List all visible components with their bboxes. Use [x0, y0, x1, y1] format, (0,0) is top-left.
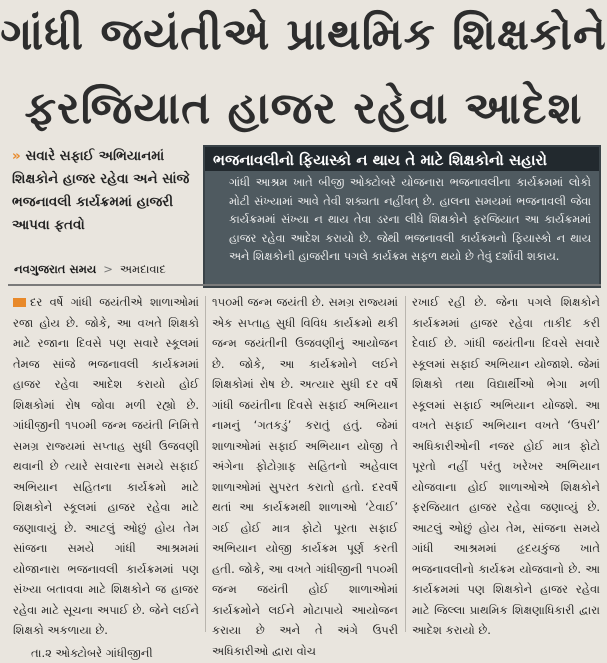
headline-line-1: ગાંધી જયંતીએ પ્રાથમિક શિક્ષકોને [0, 2, 607, 68]
article-column-3: રખાઈ રહી છે. જેના પગલે શિક્ષકોને કાર્યક્રમમાં હાજર રહેવા તાકીદ કરી દેવાઈ છે. ગાંધી જયંતીના દિવસે સવારે સ્કૂલમાં સફાઈ અભિયાન યોજાશે. જેમાં શિક્ષકો તથા વિદ્યાર્થીઓ ભેગા મળી સ્કૂલમાં સફાઈ અભિયાન યોજશે. આ વખતે સફાઈ અભિયાન વખતે ‘ઉપરી’ અધિકારીઓની નજર હોઈ માત્ર ફોટો પૂરતો નહીં પરંતુ ખરેખર અભિયાન યોજવાના હોઈ શાળાઓએ શિક્ષકોને ફરજિયાત હાજર રહેવા જણાવ્યું છે. આટલું ઓછું હોય તેમ, સાંજના સમયે ગાંધી આશ્રમમાં હૃદયકુંજ ખાતે ભજનાવલીનો કાર્યક્રમ યોજવાનો છે. આ કાર્યક્રમમાં પણ શિક્ષકોને હાજર રહેવા માટે જિલ્લા પ્રાથમિક શિક્ષણાધિકારી દ્વારા આદેશ કરાયો છે. [412, 292, 600, 641]
column-divider [405, 296, 406, 632]
byline [14, 262, 204, 277]
lead-text: સવારે સફાઈ અભિયાનમાં શિક્ષકોને હાજર રહેવા અને સાંજે ભજનાવલી કાર્યક્રમમાં હાજરી આપવા ફતવો [12, 148, 189, 233]
column-divider [205, 296, 206, 632]
bullet-icon [13, 298, 26, 307]
headline-line-2: ફરજિયાત હાજર રહેવા આદેશ [0, 76, 607, 142]
column-1-tail-text: તા.૨ ઓક્ટોબરે ગાંધીજીની [13, 643, 153, 663]
sidebar-heading: ભજનાવલીનો ફિયાસ્કો ન થાય તે માટે શિક્ષકોનો સહારો [205, 147, 599, 171]
column-1-text: દર વર્ષે ગાંધી જયંતીએ શાળાઓમાં રજા હોય છે. જોકે, આ વખતે શિક્ષકો માટે રજાના દિવસે પણ સવારે સ્કૂલમાં તેમજ સાંજે ભજનાવલી કાર્યક્રમમાં હાજર રહેવા આદેશ કરાયો હોઈ શિક્ષકોમાં રોષ જોવા મળી રહ્યો છે. ગાંધીજીની ૧૫૦મી જન્મ જયંતી નિમિત્તે સમગ્ર રાજ્યમાં સપ્તાહ સુધી ઉજવણી થવાની છે ત્યારે સવારના સમયે સફાઈ અભિયાન સહિતના કાર્યક્રમો માટે શિક્ષકોને સ્કૂલમાં હાજર રહેવા માટે જણાવાયું છે. આટલું ઓછું હોય તેમ સાંજના સમયે ગાંધી આશ્રમમાં યોજાનારા ભજનાવલી કાર્યક્રમમાં પણ સંખ્યા બતાવવા માટે શિક્ષકોને જ હાજર રહેવા માટે સૂચના અપાઈ છે. જેને લઈને શિક્ષકો અકળાયા છે. [13, 295, 199, 637]
article-column-2: ૧૫૦મી જન્મ જયંતી છે. સમગ્ર રાજ્યમાં એક સપ્તાહ સુધી વિવિધ કાર્યક્રમો થકી જન્મ જયંતીની ઉજવણીનું આયોજન છે. જોકે, આ કાર્યક્રમોને લઈને શિક્ષકોમાં રોષ છે. અત્યાર સુધી દર વર્ષે ગાંધી જયંતીના દિવસે સફાઈ અભિયાન નામનું ‘ગતકડું’ કરાતું હતું. જેમાં શાળાઓમાં સફાઈ અભિયાન યોજી તે અંગેના ફોટોગ્રાફ સહિતનો અહેવાલ શાળાઓમાં સુપરત કરાતો હતો. દરવર્ષે થતાં આ કાર્યક્રમથી શાળાઓ ‘ટેવાઈ’ ગઈ હોઈ માત્ર ફોટો પૂરતા સફાઈ અભિયાન યોજી કાર્યક્રમ પૂર્ણ કરતી હતી. જોકે, આ વખતે ગાંધીજીની ૧૫૦મી જન્મ જયંતી હોઈ શાળાઓમાં કાર્યક્રમોને લઈને મોટાપાયે આયોજન કરાયા છે અને તે અંગે ઉપરી અધિકારીઓ દ્વારા વોચ [212, 292, 398, 661]
divider [8, 284, 601, 286]
sidebar-box [203, 145, 601, 288]
byline-separator: > [103, 262, 113, 276]
byline-source: નવગુજરાત સમય [14, 262, 96, 276]
lead-marker-icon: » [12, 148, 21, 164]
lead-summary [12, 145, 198, 237]
article-column-1 [13, 292, 199, 663]
column-1-tail [13, 643, 199, 663]
byline-city: અમદાવાદ [120, 262, 166, 276]
sidebar-body: ગાંધી આશ્રમ ખાતે બીજી ઓક્ટોબરે યોજનારા ભજનાવલીના કાર્યક્રમમાં લોકો મોટી સંખ્યામાં આવે તેવી શક્યતા નહીંવત્ છે. હાલના સમયમાં ભજનાવલી જેવા કાર્યક્રમમાં સંખ્યા ન થાય તેવા ડરના લીધે શિક્ષકોને ફરજિયાત આ કાર્યક્રમમાં હાજર રહેવા આદેશ કરાયો છે. જેથી ભજનાવલી કાર્યક્રમનો ફિયાસ્કો ન થાય અને શિક્ષકોની હાજરીના પગલે કાર્યક્રમ સફળ થયો છે તેવું દર્શાવી શકાય. [205, 171, 599, 267]
